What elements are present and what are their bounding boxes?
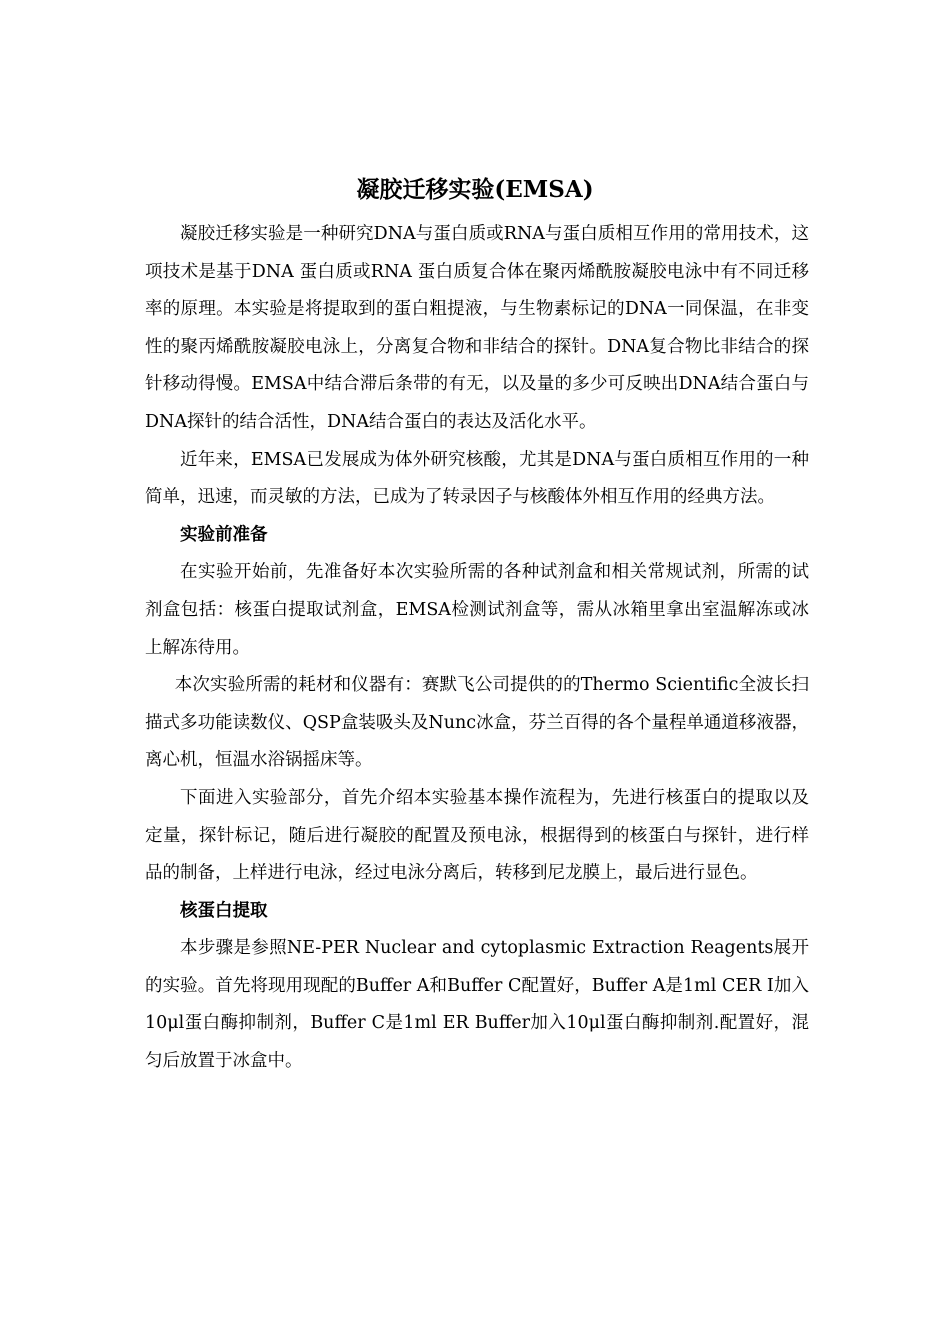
document-body (145, 216, 809, 1081)
preparation-paragraph-1: 在实验开始前，先准备好本次实验所需的各种试剂盒和相关常规试剂，所需的试剂盒包括：核蛋白提取试剂盒，EMSA检测试剂盒等，需从冰箱里拿出室温解冻或冰上解冻待用。 (145, 562, 809, 658)
section-heading-preparation: 实验前准备 (180, 524, 268, 545)
extraction-paragraph-1: 本步骤是参照NE-PER Nuclear and cytoplasmic Extraction Reagents展开的实验。首先将现用现配的Buffer A和Buffer C配置好，Buffer A是1ml CER I加入10μl蛋白酶抑制剂，Buffer C是1ml ER Buffer加入10μl蛋白酶抑制剂.配置好，混匀后放置于冰盒中。 (145, 938, 809, 1072)
preparation-paragraph-2: 本次实验所需的耗材和仪器有：赛默飞公司提供的的Thermo Scientific全波长扫描式多功能读数仪、QSP盒装吸头及Nunc冰盒，芬兰百得的各个量程单通道移液器，离心机，恒温水浴锅摇床等。 (145, 675, 809, 771)
preparation-paragraph-3: 下面进入实验部分，首先介绍本实验基本操作流程为，先进行核蛋白的提取以及定量，探针标记，随后进行凝胶的配置及预电泳，根据得到的核蛋白与探针，进行样品的制备，上样进行电泳，经过电泳分离后，转移到尼龙膜上，最后进行显色。 (145, 787, 809, 884)
document-title: 凝胶迁移实验(EMSA) (356, 176, 594, 203)
intro-paragraph-2: 近年来，EMSA已发展成为体外研究核酸，尤其是DNA与蛋白质相互作用的一种简单，迅速，而灵敏的方法，已成为了转录因子与核酸体外相互作用的经典方法。 (145, 449, 809, 508)
intro-paragraph-1: 凝胶迁移实验是一种研究DNA与蛋白质或RNA与蛋白质相互作用的常用技术，这项技术是基于DNA 蛋白质或RNA 蛋白质复合体在聚丙烯酰胺凝胶电泳中有不同迁移率的原理。本实验是将提取到的蛋白粗提液，与生物素标记的DNA一同保温，在非变性的聚丙烯酰胺凝胶电泳上，分离复合物和非结合的探针。DNA复合物比非结合的探针移动得慢。EMSA中结合滞后条带的有无，以及量的多少可反映出DNA结合蛋白与DNA探针的结合活性，DNA结合蛋白的表达及活化水平。 (145, 224, 809, 432)
section-heading-nuclear-extraction: 核蛋白提取 (180, 900, 268, 921)
